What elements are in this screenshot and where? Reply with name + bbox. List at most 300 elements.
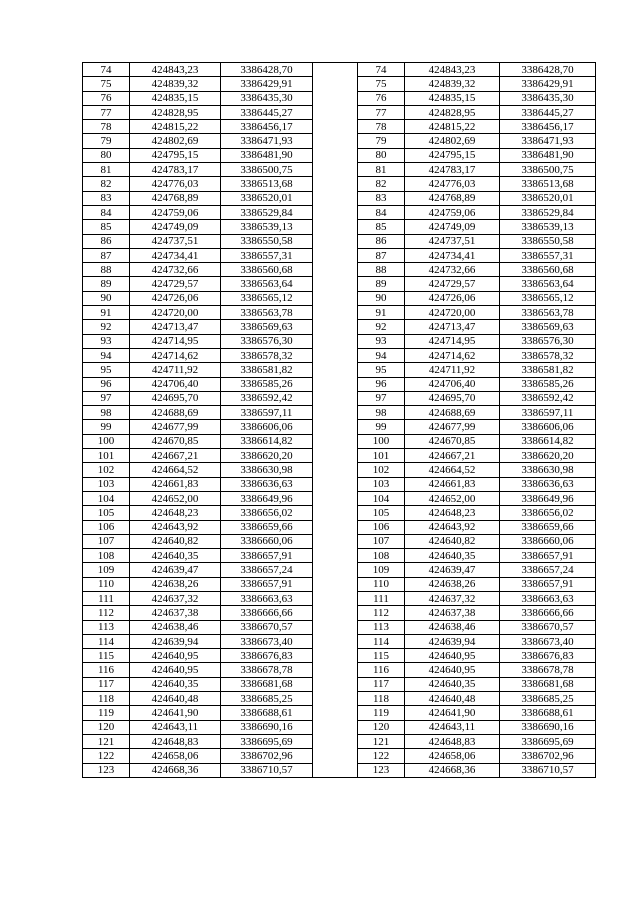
left-point-number-cell: 87 (83, 248, 130, 262)
left-y-coordinate-cell: 3386578,32 (221, 348, 313, 362)
left-point-number-cell: 97 (83, 391, 130, 405)
left-x-coordinate-cell: 424695,70 (130, 391, 221, 405)
left-y-coordinate-cell: 3386710,57 (221, 763, 313, 777)
left-x-coordinate-cell: 424835,15 (130, 91, 221, 105)
left-x-coordinate-cell: 424661,83 (130, 477, 221, 491)
table-row (83, 248, 596, 262)
left-x-coordinate-cell: 424795,15 (130, 148, 221, 162)
right-y-coordinate-cell: 3386676,83 (500, 649, 596, 663)
column-gap (313, 549, 358, 563)
left-y-coordinate-cell: 3386565,12 (221, 291, 313, 305)
right-x-coordinate-cell: 424639,47 (405, 563, 500, 577)
table-row (83, 277, 596, 291)
right-x-coordinate-cell: 424695,70 (405, 391, 500, 405)
left-y-coordinate-cell: 3386649,96 (221, 491, 313, 505)
column-gap (313, 491, 358, 505)
left-point-number-cell: 117 (83, 677, 130, 691)
right-x-coordinate-cell: 424714,95 (405, 334, 500, 348)
right-point-number-cell: 91 (358, 306, 405, 320)
left-point-number-cell: 91 (83, 306, 130, 320)
table-row (83, 391, 596, 405)
right-y-coordinate-cell: 3386563,78 (500, 306, 596, 320)
column-gap (313, 434, 358, 448)
column-gap (313, 734, 358, 748)
left-x-coordinate-cell: 424677,99 (130, 420, 221, 434)
left-y-coordinate-cell: 3386597,11 (221, 406, 313, 420)
left-point-number-cell: 78 (83, 120, 130, 134)
table-row (83, 263, 596, 277)
table-row (83, 649, 596, 663)
right-y-coordinate-cell: 3386657,91 (500, 577, 596, 591)
left-x-coordinate-cell: 424640,48 (130, 692, 221, 706)
left-x-coordinate-cell: 424713,47 (130, 320, 221, 334)
left-point-number-cell: 112 (83, 606, 130, 620)
left-point-number-cell: 88 (83, 263, 130, 277)
left-y-coordinate-cell: 3386563,64 (221, 277, 313, 291)
right-y-coordinate-cell: 3386710,57 (500, 763, 596, 777)
left-y-coordinate-cell: 3386657,91 (221, 577, 313, 591)
column-gap (313, 320, 358, 334)
table-row (83, 563, 596, 577)
right-x-coordinate-cell: 424648,23 (405, 506, 500, 520)
right-x-coordinate-cell: 424637,32 (405, 591, 500, 605)
left-x-coordinate-cell: 424783,17 (130, 163, 221, 177)
column-gap (313, 763, 358, 777)
table-row (83, 234, 596, 248)
left-y-coordinate-cell: 3386636,63 (221, 477, 313, 491)
left-x-coordinate-cell: 424640,95 (130, 663, 221, 677)
right-x-coordinate-cell: 424658,06 (405, 749, 500, 763)
column-gap (313, 377, 358, 391)
left-x-coordinate-cell: 424664,52 (130, 463, 221, 477)
column-gap (313, 391, 358, 405)
right-point-number-cell: 105 (358, 506, 405, 520)
right-y-coordinate-cell: 3386614,82 (500, 434, 596, 448)
right-x-coordinate-cell: 424795,15 (405, 148, 500, 162)
right-point-number-cell: 80 (358, 148, 405, 162)
right-point-number-cell: 117 (358, 677, 405, 691)
right-y-coordinate-cell: 3386685,25 (500, 692, 596, 706)
right-y-coordinate-cell: 3386606,06 (500, 420, 596, 434)
left-point-number-cell: 96 (83, 377, 130, 391)
table-row (83, 363, 596, 377)
column-gap (313, 506, 358, 520)
table-row (83, 91, 596, 105)
table-row (83, 120, 596, 134)
table-row (83, 506, 596, 520)
left-x-coordinate-cell: 424643,92 (130, 520, 221, 534)
right-point-number-cell: 94 (358, 348, 405, 362)
column-gap (313, 477, 358, 491)
right-x-coordinate-cell: 424737,51 (405, 234, 500, 248)
table-row (83, 591, 596, 605)
right-y-coordinate-cell: 3386678,78 (500, 663, 596, 677)
table-row (83, 477, 596, 491)
left-point-number-cell: 74 (83, 63, 130, 77)
right-y-coordinate-cell: 3386690,16 (500, 720, 596, 734)
left-x-coordinate-cell: 424759,06 (130, 205, 221, 219)
right-point-number-cell: 83 (358, 191, 405, 205)
left-point-number-cell: 113 (83, 620, 130, 634)
table-row (83, 620, 596, 634)
left-y-coordinate-cell: 3386678,78 (221, 663, 313, 677)
right-x-coordinate-cell: 424713,47 (405, 320, 500, 334)
left-x-coordinate-cell: 424749,09 (130, 220, 221, 234)
left-x-coordinate-cell: 424706,40 (130, 377, 221, 391)
left-point-number-cell: 90 (83, 291, 130, 305)
left-point-number-cell: 114 (83, 634, 130, 648)
right-y-coordinate-cell: 3386673,40 (500, 634, 596, 648)
left-point-number-cell: 123 (83, 763, 130, 777)
table-row (83, 677, 596, 691)
left-y-coordinate-cell: 3386560,68 (221, 263, 313, 277)
table-row (83, 463, 596, 477)
table-row (83, 763, 596, 777)
table-row (83, 534, 596, 548)
left-x-coordinate-cell: 424843,23 (130, 63, 221, 77)
table-row (83, 663, 596, 677)
left-y-coordinate-cell: 3386695,69 (221, 734, 313, 748)
table-row (83, 191, 596, 205)
column-gap (313, 134, 358, 148)
table-row (83, 406, 596, 420)
right-y-coordinate-cell: 3386557,31 (500, 248, 596, 262)
right-x-coordinate-cell: 424640,35 (405, 549, 500, 563)
table-row (83, 148, 596, 162)
right-x-coordinate-cell: 424711,92 (405, 363, 500, 377)
table-row (83, 177, 596, 191)
left-x-coordinate-cell: 424802,69 (130, 134, 221, 148)
right-x-coordinate-cell: 424640,48 (405, 692, 500, 706)
table-row (83, 734, 596, 748)
right-x-coordinate-cell: 424641,90 (405, 706, 500, 720)
table-row (83, 348, 596, 362)
right-y-coordinate-cell: 3386428,70 (500, 63, 596, 77)
left-y-coordinate-cell: 3386606,06 (221, 420, 313, 434)
right-y-coordinate-cell: 3386597,11 (500, 406, 596, 420)
right-x-coordinate-cell: 424839,32 (405, 77, 500, 91)
left-x-coordinate-cell: 424648,83 (130, 734, 221, 748)
left-x-coordinate-cell: 424643,11 (130, 720, 221, 734)
left-y-coordinate-cell: 3386592,42 (221, 391, 313, 405)
column-gap (313, 191, 358, 205)
right-x-coordinate-cell: 424637,38 (405, 606, 500, 620)
table-row (83, 291, 596, 305)
left-x-coordinate-cell: 424734,41 (130, 248, 221, 262)
column-gap (313, 291, 358, 305)
left-x-coordinate-cell: 424640,95 (130, 649, 221, 663)
left-y-coordinate-cell: 3386657,91 (221, 549, 313, 563)
right-x-coordinate-cell: 424732,66 (405, 263, 500, 277)
column-gap (313, 334, 358, 348)
right-x-coordinate-cell: 424835,15 (405, 91, 500, 105)
left-x-coordinate-cell: 424638,46 (130, 620, 221, 634)
column-gap (313, 649, 358, 663)
left-point-number-cell: 99 (83, 420, 130, 434)
left-y-coordinate-cell: 3386435,30 (221, 91, 313, 105)
right-y-coordinate-cell: 3386702,96 (500, 749, 596, 763)
table-row (83, 320, 596, 334)
left-x-coordinate-cell: 424714,62 (130, 348, 221, 362)
left-y-coordinate-cell: 3386657,24 (221, 563, 313, 577)
left-y-coordinate-cell: 3386685,25 (221, 692, 313, 706)
left-x-coordinate-cell: 424768,89 (130, 191, 221, 205)
right-y-coordinate-cell: 3386429,91 (500, 77, 596, 91)
right-point-number-cell: 114 (358, 634, 405, 648)
left-point-number-cell: 77 (83, 105, 130, 119)
right-x-coordinate-cell: 424759,06 (405, 205, 500, 219)
right-x-coordinate-cell: 424677,99 (405, 420, 500, 434)
column-gap (313, 706, 358, 720)
right-point-number-cell: 92 (358, 320, 405, 334)
right-x-coordinate-cell: 424640,35 (405, 677, 500, 691)
right-x-coordinate-cell: 424668,36 (405, 763, 500, 777)
left-point-number-cell: 101 (83, 449, 130, 463)
table-row (83, 434, 596, 448)
right-y-coordinate-cell: 3386656,02 (500, 506, 596, 520)
right-point-number-cell: 93 (358, 334, 405, 348)
table-row (83, 105, 596, 119)
left-point-number-cell: 122 (83, 749, 130, 763)
left-point-number-cell: 105 (83, 506, 130, 520)
left-point-number-cell: 82 (83, 177, 130, 191)
right-point-number-cell: 123 (358, 763, 405, 777)
right-x-coordinate-cell: 424706,40 (405, 377, 500, 391)
right-point-number-cell: 97 (358, 391, 405, 405)
right-point-number-cell: 90 (358, 291, 405, 305)
left-x-coordinate-cell: 424640,82 (130, 534, 221, 548)
left-point-number-cell: 95 (83, 363, 130, 377)
table-row (83, 334, 596, 348)
left-point-number-cell: 75 (83, 77, 130, 91)
right-point-number-cell: 88 (358, 263, 405, 277)
table-row (83, 577, 596, 591)
right-y-coordinate-cell: 3386681,68 (500, 677, 596, 691)
right-point-number-cell: 96 (358, 377, 405, 391)
right-x-coordinate-cell: 424664,52 (405, 463, 500, 477)
right-point-number-cell: 84 (358, 205, 405, 219)
column-gap (313, 606, 358, 620)
left-point-number-cell: 85 (83, 220, 130, 234)
right-y-coordinate-cell: 3386481,90 (500, 148, 596, 162)
right-point-number-cell: 120 (358, 720, 405, 734)
left-y-coordinate-cell: 3386563,78 (221, 306, 313, 320)
right-point-number-cell: 103 (358, 477, 405, 491)
left-point-number-cell: 116 (83, 663, 130, 677)
right-x-coordinate-cell: 424643,92 (405, 520, 500, 534)
column-gap (313, 720, 358, 734)
column-gap (313, 277, 358, 291)
left-point-number-cell: 118 (83, 692, 130, 706)
left-y-coordinate-cell: 3386471,93 (221, 134, 313, 148)
left-point-number-cell: 120 (83, 720, 130, 734)
right-point-number-cell: 115 (358, 649, 405, 663)
right-y-coordinate-cell: 3386657,91 (500, 549, 596, 563)
right-y-coordinate-cell: 3386666,66 (500, 606, 596, 620)
right-y-coordinate-cell: 3386500,75 (500, 163, 596, 177)
left-point-number-cell: 76 (83, 91, 130, 105)
right-point-number-cell: 112 (358, 606, 405, 620)
right-x-coordinate-cell: 424828,95 (405, 105, 500, 119)
column-gap (313, 449, 358, 463)
right-point-number-cell: 102 (358, 463, 405, 477)
left-x-coordinate-cell: 424839,32 (130, 77, 221, 91)
column-gap (313, 306, 358, 320)
table-row (83, 77, 596, 91)
left-y-coordinate-cell: 3386660,06 (221, 534, 313, 548)
left-point-number-cell: 79 (83, 134, 130, 148)
right-x-coordinate-cell: 424726,06 (405, 291, 500, 305)
right-y-coordinate-cell: 3386565,12 (500, 291, 596, 305)
right-y-coordinate-cell: 3386630,98 (500, 463, 596, 477)
column-gap (313, 148, 358, 162)
left-x-coordinate-cell: 424637,38 (130, 606, 221, 620)
left-point-number-cell: 89 (83, 277, 130, 291)
left-y-coordinate-cell: 3386513,68 (221, 177, 313, 191)
right-x-coordinate-cell: 424734,41 (405, 248, 500, 262)
left-y-coordinate-cell: 3386550,58 (221, 234, 313, 248)
left-y-coordinate-cell: 3386520,01 (221, 191, 313, 205)
right-y-coordinate-cell: 3386688,61 (500, 706, 596, 720)
left-point-number-cell: 94 (83, 348, 130, 362)
right-x-coordinate-cell: 424843,23 (405, 63, 500, 77)
column-gap (313, 363, 358, 377)
left-y-coordinate-cell: 3386620,20 (221, 449, 313, 463)
right-y-coordinate-cell: 3386659,66 (500, 520, 596, 534)
right-point-number-cell: 111 (358, 591, 405, 605)
right-x-coordinate-cell: 424749,09 (405, 220, 500, 234)
right-x-coordinate-cell: 424638,26 (405, 577, 500, 591)
right-x-coordinate-cell: 424661,83 (405, 477, 500, 491)
left-y-coordinate-cell: 3386673,40 (221, 634, 313, 648)
left-point-number-cell: 81 (83, 163, 130, 177)
left-x-coordinate-cell: 424668,36 (130, 763, 221, 777)
left-point-number-cell: 102 (83, 463, 130, 477)
right-y-coordinate-cell: 3386456,17 (500, 120, 596, 134)
right-x-coordinate-cell: 424643,11 (405, 720, 500, 734)
left-point-number-cell: 109 (83, 563, 130, 577)
left-x-coordinate-cell: 424776,03 (130, 177, 221, 191)
left-x-coordinate-cell: 424737,51 (130, 234, 221, 248)
right-x-coordinate-cell: 424768,89 (405, 191, 500, 205)
column-gap (313, 591, 358, 605)
right-y-coordinate-cell: 3386670,57 (500, 620, 596, 634)
column-gap (313, 348, 358, 362)
right-point-number-cell: 79 (358, 134, 405, 148)
left-y-coordinate-cell: 3386630,98 (221, 463, 313, 477)
table-row (83, 205, 596, 219)
right-point-number-cell: 77 (358, 105, 405, 119)
right-point-number-cell: 75 (358, 77, 405, 91)
table-row (83, 449, 596, 463)
right-point-number-cell: 108 (358, 549, 405, 563)
left-point-number-cell: 104 (83, 491, 130, 505)
right-point-number-cell: 87 (358, 248, 405, 262)
right-point-number-cell: 82 (358, 177, 405, 191)
column-gap (313, 663, 358, 677)
right-point-number-cell: 116 (358, 663, 405, 677)
right-point-number-cell: 110 (358, 577, 405, 591)
column-gap (313, 263, 358, 277)
right-point-number-cell: 89 (358, 277, 405, 291)
table-body (83, 63, 596, 778)
left-point-number-cell: 92 (83, 320, 130, 334)
right-x-coordinate-cell: 424729,57 (405, 277, 500, 291)
left-y-coordinate-cell: 3386456,17 (221, 120, 313, 134)
table-row (83, 420, 596, 434)
left-y-coordinate-cell: 3386429,91 (221, 77, 313, 91)
right-x-coordinate-cell: 424667,21 (405, 449, 500, 463)
column-gap (313, 692, 358, 706)
left-x-coordinate-cell: 424688,69 (130, 406, 221, 420)
left-x-coordinate-cell: 424711,92 (130, 363, 221, 377)
left-x-coordinate-cell: 424726,06 (130, 291, 221, 305)
column-gap (313, 577, 358, 591)
left-y-coordinate-cell: 3386445,27 (221, 105, 313, 119)
left-point-number-cell: 115 (83, 649, 130, 663)
left-y-coordinate-cell: 3386500,75 (221, 163, 313, 177)
right-y-coordinate-cell: 3386550,58 (500, 234, 596, 248)
table-row (83, 692, 596, 706)
table-row (83, 606, 596, 620)
right-y-coordinate-cell: 3386660,06 (500, 534, 596, 548)
table-row (83, 706, 596, 720)
column-gap (313, 63, 358, 77)
column-gap (313, 91, 358, 105)
right-y-coordinate-cell: 3386592,42 (500, 391, 596, 405)
left-point-number-cell: 93 (83, 334, 130, 348)
right-point-number-cell: 113 (358, 620, 405, 634)
right-point-number-cell: 85 (358, 220, 405, 234)
left-y-coordinate-cell: 3386585,26 (221, 377, 313, 391)
left-y-coordinate-cell: 3386659,66 (221, 520, 313, 534)
table-row (83, 491, 596, 505)
left-point-number-cell: 119 (83, 706, 130, 720)
right-y-coordinate-cell: 3386620,20 (500, 449, 596, 463)
left-x-coordinate-cell: 424828,95 (130, 105, 221, 119)
right-point-number-cell: 99 (358, 420, 405, 434)
left-y-coordinate-cell: 3386481,90 (221, 148, 313, 162)
left-x-coordinate-cell: 424732,66 (130, 263, 221, 277)
right-x-coordinate-cell: 424640,82 (405, 534, 500, 548)
left-point-number-cell: 111 (83, 591, 130, 605)
right-y-coordinate-cell: 3386563,64 (500, 277, 596, 291)
left-y-coordinate-cell: 3386529,84 (221, 205, 313, 219)
right-y-coordinate-cell: 3386539,13 (500, 220, 596, 234)
left-point-number-cell: 106 (83, 520, 130, 534)
left-y-coordinate-cell: 3386670,57 (221, 620, 313, 634)
table-row (83, 549, 596, 563)
left-x-coordinate-cell: 424720,00 (130, 306, 221, 320)
left-y-coordinate-cell: 3386581,82 (221, 363, 313, 377)
column-gap (313, 220, 358, 234)
right-x-coordinate-cell: 424776,03 (405, 177, 500, 191)
column-gap (313, 420, 358, 434)
right-point-number-cell: 76 (358, 91, 405, 105)
right-x-coordinate-cell: 424648,83 (405, 734, 500, 748)
right-point-number-cell: 118 (358, 692, 405, 706)
column-gap (313, 77, 358, 91)
table-row (83, 63, 596, 77)
column-gap (313, 248, 358, 262)
left-point-number-cell: 103 (83, 477, 130, 491)
left-x-coordinate-cell: 424658,06 (130, 749, 221, 763)
column-gap (313, 634, 358, 648)
right-y-coordinate-cell: 3386578,32 (500, 348, 596, 362)
column-gap (313, 234, 358, 248)
left-y-coordinate-cell: 3386688,61 (221, 706, 313, 720)
right-y-coordinate-cell: 3386560,68 (500, 263, 596, 277)
